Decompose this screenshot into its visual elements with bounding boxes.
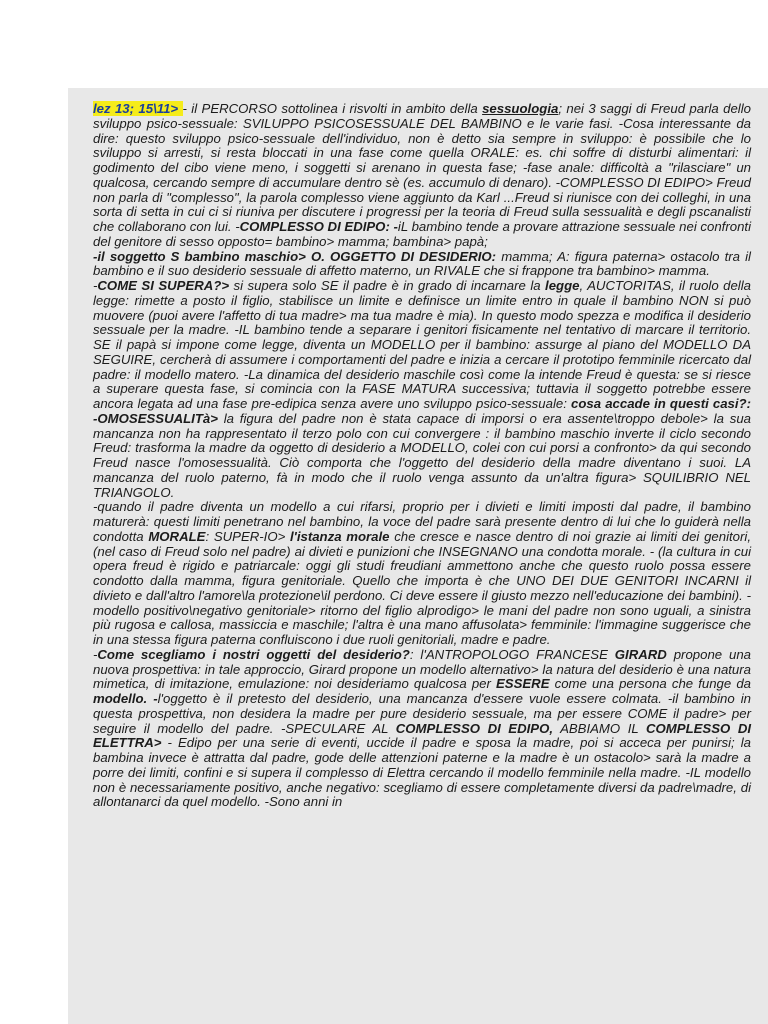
text-run: come una persona che funge da xyxy=(549,676,751,692)
bold-text: COMPLESSO DI EDIPO, xyxy=(395,720,554,736)
bold-text: modello. - xyxy=(93,691,158,706)
bold-text: Come scegliamo i nostri oggetti del desiderio? xyxy=(97,646,410,662)
text-run: - xyxy=(93,646,98,662)
text-run: ABBIAMO IL xyxy=(553,720,647,736)
bold-text: cosa accade in questi casi?: -OMOSESSUALITà> xyxy=(93,396,751,426)
bold-text: l'istanza morale xyxy=(290,528,390,544)
paragraph xyxy=(93,279,751,500)
text-run: iL bambino tende a provare attrazione sessuale nei confronti del genitore di sesso opposto= bambino> mamma; bambina> papà; xyxy=(93,219,752,249)
text-run: propone una nuova prospettiva: in tale approccio, Girard propone un modello alternativo> la natura del desiderio è una natura mimetica, di imitazione, emulazione: noi desideriamo qualcosa per xyxy=(93,646,752,692)
bold-text: COME SI SUPERA?> xyxy=(97,278,230,293)
document-page xyxy=(68,88,768,1024)
text-run: la figura del padre non è stata capace di imporsi o era assente\troppo debole> la sua mancanza non ha rappresentato il terzo polo con cui convergere : il bambino maschio inverte il ciclo secondo Freud: trasforma la madre da oggetto di desiderio a MODELLO, colei con cui porsi a confronto> da qui secondo Freud nasce l'omosessualità. Ciò comporta che l'oggetto del desiderio della madre diventano i suoi. LA mancanza del ruolo paterno, fà in modo che il ruolo venga assunto da un'altra figura> SQUILIBRIO NEL TRIANGOLO. xyxy=(93,410,751,500)
text-run: - xyxy=(93,278,98,293)
bold-text: COMPLESSO DI EDIPO: - xyxy=(239,219,398,234)
text-run: : SUPER-IO> xyxy=(205,528,291,544)
paragraph xyxy=(93,648,751,810)
document-text xyxy=(93,102,751,810)
bold-underlined-text: sessuologia xyxy=(482,101,559,116)
text-run: mamma; A: figura paterna> ostacolo tra il bambino e il suo desiderio sessuale di affetto materno, un RIVALE che si frappone tra bambino> mamma. xyxy=(93,248,751,279)
text-run: l'oggetto è il pretesto del desiderio, una mancanza d'essere vuole essere colmata. -il bambino in questa prospettiva, non desidera la madre per pure desiderio sessuale, ma per essere COME il padre> per seguire il modello del padre. -SPECULARE AL xyxy=(93,691,751,736)
paragraph xyxy=(93,500,751,648)
lecture-date-highlight: lez 13; 15\11> xyxy=(93,101,183,116)
text-run: , AUCTORITAS, il ruolo della legge: rimette a posto il figlio, stabilisce un limite e definisce un limite entro in quale il bambino NON si può muovere (puoi avere l'affetto di tua madre> ma tua madre è mia). In questo modo spezza e modifica il desiderio sessuale per la madre. -IL bambino tende a separare i genitori fisicamente nel tentativo di marcare il territorio. SE il papà si impone come legge, diventa un MODELLO per il bambino: assurge al piano del MODELLO DA SEGUIRE, cercherà di assumere i comportamenti del padre e inizia a cercare il prototipo femminile ricercato dal padre: il modello matero. -La dinamica del desiderio maschile così come la intende Freud è questa: se si riesce a superare questa fase, si comincia con la FASE MATURA successiva; tuttavia il soggetto potrebbe essere ancora legata ad una fase pre-edipica senza avere uno sviluppo psico-sessuale: xyxy=(93,278,751,411)
bold-text: GIRARD xyxy=(614,646,667,662)
text-run: : l'ANTROPOLOGO FRANCESE xyxy=(409,646,615,662)
paragraph xyxy=(93,102,751,250)
paragraph xyxy=(93,250,751,280)
bold-text: MORALE xyxy=(148,528,206,544)
bold-text: legge xyxy=(545,278,580,293)
text-run: si supera solo SE il padre è in grado di incarnare la xyxy=(229,278,546,293)
text-run: ; nei 3 saggi di Freud parla dello sviluppo psico-sessuale: SVILUPPO PSICOSESSUALE DEL BAMBINO e le varie fasi. -Cosa interessante da dire: questo sviluppo psico-sessuale dell'individuo, non è detto sia sempre in sviluppo: è possibile che lo sviluppo si arresti, si resta bloccati in una fase come quella ORALE: es. chi soffre di disturbi alimentari: il godimento del cibo viene meno, i soggetti si arenano in questa fase; -fase anale: difficoltà a "rilasciare" un qualcosa, cercando sempre di accumulare dentro sè (es. accumulo di denaro). -COMPLESSO DI EDIPO> Freud non parla di "complesso", la parola complesso viene aggiunto da Karl ...Freud si riunisce con dei colleghi, in una sorta di setta in cui ci si riuniva per discutere i progressi per la teoria di Freud sulla sessualità e degli pscanalisti che collaborano con lui. - xyxy=(93,101,751,234)
bold-text: -il soggetto S bambino maschio> O. OGGETTO DI DESIDERIO: xyxy=(93,248,497,264)
text-run: - il PERCORSO sottolinea i risvolti in ambito della xyxy=(182,101,483,116)
text-run: che cresce e nasce dentro di noi grazie ai limiti dei genitori, (nel caso di Freud solo nel padre) ai divieti e punizioni che INSEGNANO una condotta morale. - (la cultura in cui opera freud è rigido e patriarcale: oggi gli studi freudiani ammettono anche che questo ruolo possa essere condotto dalla mamma, figura genitoriale. Quello che importa è che UNO DEI DUE GENITORI INCARNI il divieto e dall'altro l'amore\la protezione\il perdono. Ci deve essere il giusto mezzo nell'educazione dei bambini). -modello positivo\negativo genitoriale> ritorno del figlio alprodigo> le mani del padre non sono uguali, a sinistra più rugosa e callosa, massiccia e maschile; l'altra è una mano affusolata> femminile: l'immagine suggerisce che in una stessa figura paterna confluiscono i due ruoli genitoriali, madre e padre. xyxy=(93,528,751,647)
text-run: -quando il padre diventa un modello a cui rifarsi, proprio per i divieti e limiti imposti dal padre, il bambino maturerà: questi limiti penetrano nel bambino, la voce del padre sarà presente dentro di lui che lo guiderà nella condotta xyxy=(93,499,751,544)
bold-text: ESSERE xyxy=(495,676,550,692)
text-run: - Edipo per una serie di eventi, uccide il padre e sposa la madre, poi si acceca per punirsi; la bambina invece è attratta dal padre, gode delle attenzioni paterne e la madre è un ostacolo> sarà la madre a porre dei limiti, confini e si supera il complesso di Elettra cercando il modello femminile nella madre. -IL modello non è necessariamente positivo, anche negativo: scegliamo di essere completamente diversi da padre\madre, di allontanarci da quel modello. -Sono anni in xyxy=(93,735,751,810)
bold-text: COMPLESSO DI ELETTRA> xyxy=(93,720,752,751)
